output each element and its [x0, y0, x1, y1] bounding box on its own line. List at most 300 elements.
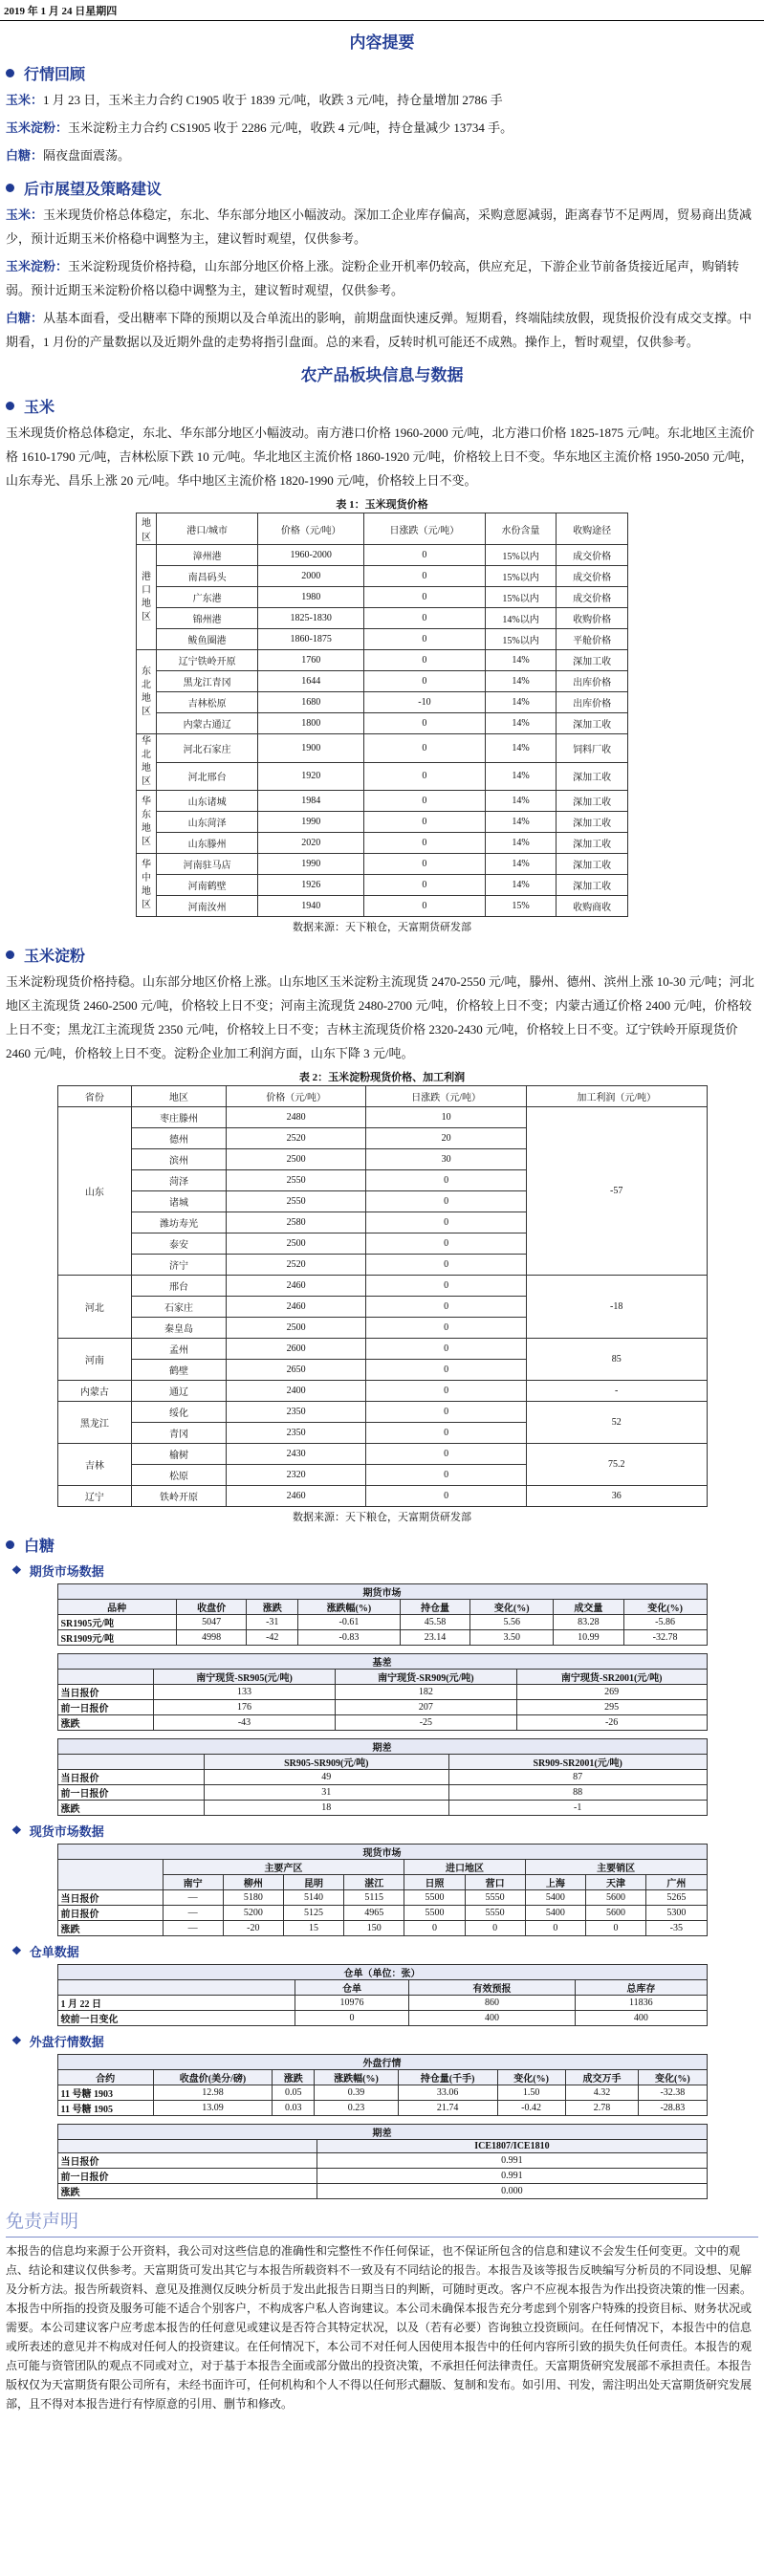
table-cell: 31	[204, 1785, 448, 1801]
table-cell: 0	[366, 1444, 527, 1465]
table-header-cell: 上海	[525, 1875, 585, 1890]
table-header-cell: 南宁现货-SR909(元/吨)	[335, 1670, 516, 1685]
table-cell: 5180	[223, 1890, 283, 1906]
table-cell: 河南鹤壁	[157, 875, 258, 896]
table-cell: 0	[364, 650, 486, 671]
profit-cell: 36	[526, 1486, 707, 1507]
table-header-row	[57, 1086, 707, 1107]
table-cell: 20	[366, 1128, 527, 1149]
table-cell: 15%以内	[485, 629, 557, 650]
sector-title: 农产品板块信息与数据	[300, 366, 464, 384]
table-row	[57, 1615, 707, 1630]
table-header-cell: 仓单	[295, 1980, 409, 1996]
table-cell: 176	[154, 1700, 336, 1715]
table-cell: 成交价格	[557, 566, 628, 587]
table-row	[137, 545, 628, 566]
table-cell: 2550	[226, 1191, 366, 1212]
review-item-text: 1 月 23 日，玉米主力合约 C1905 收于 1839 元/吨，收跌 3 元/吨，持仓量增加 2786 手	[43, 93, 503, 107]
table-cell: 诸城	[132, 1191, 227, 1212]
table-header-cell: 营口	[465, 1875, 525, 1890]
table-cell: 14%	[485, 734, 557, 763]
table-cell: -32.78	[623, 1630, 707, 1646]
table-header-row	[57, 1670, 707, 1685]
table-title-row	[57, 1654, 707, 1670]
table-cell: 0	[585, 1921, 645, 1936]
table-row	[137, 608, 628, 629]
table-cell: 山东滕州	[157, 833, 258, 854]
sugar-spot-table	[57, 1844, 708, 1936]
table-header-cell: 持仓量	[400, 1600, 470, 1615]
table-cell: 0	[366, 1402, 527, 1423]
table-cell: 14%	[485, 833, 557, 854]
table-cell: 49	[204, 1770, 448, 1785]
sugar-title: 白糖	[24, 1539, 55, 1555]
disclaimer-text: 本报告的信息均来源于公开资料，我公司对这些信息的准确性和完整性不作任何保证，也不保证所包含的信息和建议不会发生任何变更。文中的观点、结论和建议仅供参考。天富期货可发出其它与本报告所载资料不一致及有不同结论的报告。本报告及该等报告反映编写分析员的不同设想、见解及分析方法。报告所载资料、意见及推测仅反映分析员于发出此报告日期当日的判断，可随时更改。客户不应视本报告为作出投资决策的惟一因素。本报告中所指的投资及服务可能不适合个别客户，不构成客户私人咨询建议。本公司未确保本报告充分考虑到个别客户特殊的投资目标、财务状况或需要。本公司建议客户应考虑本报告的任何意见或建议是否符合其特定状况，以及（若有必要）咨询独立投资顾问。在任何情况下，本报告中的信息或所表述的意见并不构成对任何人的投资建议。在任何情况下，本公司不对任何人因使用本报告中的任何内容所引致的损失负任何责任。本报告的观点可能与资管团队的观点不同或对立，对于基于本报告全面或部分做出的投资决策，不承担任何法律责任。天富期货研究发展部不承担责任。本报告版权仅为天富期货有限公司所有，未经书面许可，任何机构和个人不得以任何形式翻版、复制和发布。如引用、刊发，需注明出处天富期货研究发展部，且不得对本报告进行有悖原意的引用、删节和修改。	[6, 2237, 758, 2413]
table-header-cell: SR905-SR909(元/吨)	[204, 1755, 448, 1770]
row-label-cell: SR1905元/吨	[57, 1615, 176, 1630]
table-header-cell: ICE1807/ICE1810	[317, 2140, 707, 2153]
table-cell: 0	[364, 566, 486, 587]
spot-subheading	[11, 1822, 764, 1840]
table-cell: 5265	[646, 1890, 707, 1906]
table-cell: 4998	[176, 1630, 247, 1646]
table-header-cell: 品种	[57, 1600, 176, 1615]
row-label-cell: 当日报价	[57, 1770, 204, 1785]
table-header-cell: 收购途径	[557, 513, 628, 545]
table-row	[57, 2085, 707, 2101]
region-cell: 港口地区	[137, 545, 157, 650]
table-cell: 2550	[226, 1170, 366, 1191]
diamond-bullet-icon: ❖	[11, 2034, 22, 2047]
table-row	[57, 1801, 707, 1816]
bullet-dot-icon	[6, 69, 14, 77]
outlook-heading	[6, 177, 764, 199]
table-cell: 0.39	[315, 2085, 398, 2101]
table-cell: 收购价格	[557, 608, 628, 629]
table-cell: 2430	[226, 1444, 366, 1465]
table-cell: 10.99	[554, 1630, 624, 1646]
table-cell: 1680	[258, 692, 364, 713]
table-cell: 2520	[226, 1128, 366, 1149]
table-cell: 14%	[485, 650, 557, 671]
review-item-label: 玉米淀粉：	[6, 120, 69, 135]
table-cell: 深加工收	[557, 854, 628, 875]
review-item	[6, 88, 758, 112]
table-header-cell: 南宁现货-SR905(元/吨)	[154, 1670, 336, 1685]
table-header-cell: 有效预报	[408, 1980, 575, 1996]
table-cell: 2460	[226, 1297, 366, 1318]
table-cell: 秦皇岛	[132, 1318, 227, 1339]
table-header-cell: 收盘价(美分/磅)	[153, 2070, 273, 2085]
table-cell: 0.05	[273, 2085, 315, 2101]
table-header-cell: 地区	[137, 513, 157, 545]
table-cell: 5400	[525, 1890, 585, 1906]
region-cell: 华中地区	[137, 854, 157, 917]
table-cell: -43	[154, 1715, 336, 1731]
table-title: 仓单（单位：张）	[57, 1965, 707, 1980]
table-cell: 成交价格	[557, 587, 628, 608]
table-cell: -28.83	[639, 2101, 707, 2116]
outlook-item-text: 玉米淀粉现货价格持稳，山东部分地区价格上涨。淀粉企业开机率仍较高，供应充足，下游企业节前备货接近尾声，购销转弱。预计近期玉米淀粉价格以稳中调整为主，建议暂时观望，仅供参考。	[6, 259, 740, 297]
table-cell: 18	[204, 1801, 448, 1816]
table-row	[57, 1715, 707, 1731]
table-cell: 2460	[226, 1486, 366, 1507]
report-date: 2019 年 1 月 24 日星期四	[0, 0, 764, 21]
starch-title: 玉米淀粉	[24, 949, 86, 965]
row-label-cell: 1 月 22 日	[57, 1996, 295, 2011]
table-row	[137, 713, 628, 734]
table-header-cell: 涨跌	[247, 1600, 298, 1615]
table-cell: 出库价格	[557, 671, 628, 692]
sugar-ext-spread-table	[57, 2124, 708, 2199]
table-cell: 河南驻马店	[157, 854, 258, 875]
table-cell: 0	[295, 2011, 409, 2026]
table-cell: 1644	[258, 671, 364, 692]
table-cell: 0.23	[315, 2101, 398, 2116]
table-cell: 鹤壁	[132, 1360, 227, 1381]
table-cell: 榆树	[132, 1444, 227, 1465]
table-title-row	[57, 1739, 707, 1755]
corn-table-source: 数据来源：天下粮仓，天富期货研发部	[293, 922, 471, 933]
table-cell: 2400	[226, 1381, 366, 1402]
region-cell: 东北地区	[137, 650, 157, 734]
table-cell: 1900	[258, 734, 364, 763]
outlook-item	[6, 254, 758, 302]
table-cell: 400	[408, 2011, 575, 2026]
table-cell: 河北邢台	[157, 762, 258, 791]
row-label-cell: 前一日报价	[57, 2169, 317, 2184]
table-cell: 0	[366, 1423, 527, 1444]
bullet-dot-icon	[6, 184, 14, 192]
table-row	[137, 875, 628, 896]
table-row	[137, 854, 628, 875]
table-cell: -5.86	[623, 1615, 707, 1630]
table-cell: 0	[364, 762, 486, 791]
table-cell: 150	[344, 1921, 404, 1936]
table-cell: 德州	[132, 1128, 227, 1149]
table-cell: 0	[366, 1233, 527, 1255]
table-row	[57, 1890, 707, 1906]
table-cell: 2460	[226, 1276, 366, 1297]
table-cell: 0	[366, 1465, 527, 1486]
table-header-cell: 变化(%)	[623, 1600, 707, 1615]
table-cell: 14%	[485, 875, 557, 896]
profit-cell: 75.2	[526, 1444, 707, 1486]
bullet-dot-icon	[6, 950, 14, 959]
blank-header-cell	[57, 1670, 154, 1685]
table-header-cell: 柳州	[223, 1875, 283, 1890]
table-header-row	[57, 1600, 707, 1615]
table-cell: 14%	[485, 692, 557, 713]
table-cell: 5600	[585, 1906, 645, 1921]
table-cell: 1760	[258, 650, 364, 671]
table-cell: 吉林松原	[157, 692, 258, 713]
table-cell: 5140	[283, 1890, 343, 1906]
table-cell: 鲅鱼圈港	[157, 629, 258, 650]
table-cell: 深加工收	[557, 833, 628, 854]
table-cell: 河北石家庄	[157, 734, 258, 763]
table-cell: 14%	[485, 812, 557, 833]
table-cell: 13.09	[153, 2101, 273, 2116]
table-row	[57, 2011, 707, 2026]
table-cell: 1990	[258, 812, 364, 833]
table-cell: 0.991	[317, 2169, 707, 2184]
table-cell: 内蒙古通辽	[157, 713, 258, 734]
table-cell: 10976	[295, 1996, 409, 2011]
group-header-cell: 主要产区	[163, 1860, 404, 1875]
table-header-cell: 持仓量(千手)	[398, 2070, 497, 2085]
table-cell: 0	[366, 1191, 527, 1212]
bullet-dot-icon	[6, 1540, 14, 1549]
diamond-bullet-icon: ❖	[11, 1944, 22, 1957]
table-cell: 2500	[226, 1233, 366, 1255]
table-header-cell: 加工利润（元/吨）	[526, 1086, 707, 1107]
table-cell: -10	[364, 692, 486, 713]
table-cell: 1984	[258, 791, 364, 812]
table-title: 基差	[57, 1654, 707, 1670]
profit-cell: -18	[526, 1276, 707, 1339]
table-cell: 0	[366, 1318, 527, 1339]
table-row	[137, 791, 628, 812]
review-section	[0, 88, 764, 167]
table-cell: 15%以内	[485, 566, 557, 587]
starch-table-caption: 表 2：玉米淀粉现货价格、加工利润	[298, 1072, 466, 1083]
table-header-cell: 合约	[57, 2070, 153, 2085]
table-row	[137, 812, 628, 833]
row-label-cell: 11 号糖 1903	[57, 2085, 153, 2101]
table-cell: 饲料厂收	[557, 734, 628, 763]
table-cell: 5400	[525, 1906, 585, 1921]
table-cell: 14%以内	[485, 608, 557, 629]
table-cell: 2600	[226, 1339, 366, 1360]
table-cell: 深加工收	[557, 791, 628, 812]
region-cell: 华东地区	[137, 791, 157, 854]
table-row	[57, 1381, 707, 1402]
table-cell: 133	[154, 1685, 336, 1700]
table-header-cell: SR909-SR2001(元/吨)	[448, 1755, 707, 1770]
table-cell: 0	[525, 1921, 585, 1936]
table-cell: 1960-2000	[258, 545, 364, 566]
table-cell: 10	[366, 1107, 527, 1128]
table-row	[57, 1276, 707, 1297]
table-cell: 0.03	[273, 2101, 315, 2116]
table-cell: 锦州港	[157, 608, 258, 629]
table-cell: 295	[516, 1700, 707, 1715]
table-cell: 0	[364, 671, 486, 692]
table-cell: 收购商收	[557, 896, 628, 917]
row-label-cell: 涨跌	[57, 1801, 204, 1816]
table-title-row	[57, 2125, 707, 2140]
table-cell: 5047	[176, 1615, 247, 1630]
table-cell: 成交价格	[557, 545, 628, 566]
table-cell: 1860-1875	[258, 629, 364, 650]
table-cell: 14%	[485, 713, 557, 734]
table-cell: 14%	[485, 854, 557, 875]
table-cell: 0	[366, 1486, 527, 1507]
review-item	[6, 116, 758, 140]
table-cell: —	[163, 1921, 223, 1936]
table-cell: -0.42	[497, 2101, 565, 2116]
table-cell: 0	[364, 896, 486, 917]
table-cell: 400	[576, 2011, 707, 2026]
table-cell: -31	[247, 1615, 298, 1630]
table-cell: 0	[364, 545, 486, 566]
table-cell: 15%以内	[485, 587, 557, 608]
table-cell: 济宁	[132, 1255, 227, 1276]
corn-table-caption: 表 1：玉米现货价格	[336, 499, 428, 511]
table-row	[137, 896, 628, 917]
group-header-cell: 主要销区	[525, 1860, 707, 1875]
table-cell: 孟州	[132, 1339, 227, 1360]
disclaimer-title: 免责声明	[6, 2212, 79, 2232]
corn-paragraph: 玉米现货价格总体稳定，东北、华东部分地区小幅波动。南方港口价格 1960-2000 元/吨，北方港口价格 1825-1875 元/吨。东北地区主流价格 1610-1790 元/吨，吉林松原下跌 10 元/吨。华北地区主流价格 1860-1920 元/吨，价格较上日不变。华东地区主流价格 1950-2050 元/吨，山东寿光、昌乐上涨 20 元/吨。华中地区主流价格 1820-1990 元/吨，价格较上日不变。	[6, 426, 754, 488]
row-label-cell: 前一日报价	[57, 1785, 204, 1801]
table-cell: 5550	[465, 1906, 525, 1921]
sugar-basis-table	[57, 1653, 708, 1731]
table-cell: 0	[364, 629, 486, 650]
table-title: 外盘行情	[57, 2055, 707, 2070]
table-cell: 漳州港	[157, 545, 258, 566]
starch-price-table	[57, 1085, 708, 1507]
table-title-row	[57, 1845, 707, 1860]
table-cell: 0	[366, 1276, 527, 1297]
table-cell: 深加工收	[557, 875, 628, 896]
row-label-cell: 前日报价	[57, 1906, 163, 1921]
row-label-cell: SR1909元/吨	[57, 1630, 176, 1646]
table-cell: 1990	[258, 854, 364, 875]
table-cell: 0	[364, 734, 486, 763]
spot-sub-label: 现货市场数据	[29, 1824, 104, 1839]
table-row	[57, 1630, 707, 1646]
table-cell: 深加工收	[557, 812, 628, 833]
table-header-cell: 南宁	[163, 1875, 223, 1890]
outlook-item-label: 玉米：	[6, 207, 44, 222]
table-cell: 2350	[226, 1402, 366, 1423]
row-label-cell: 当日报价	[57, 2153, 317, 2169]
table-cell: —	[163, 1890, 223, 1906]
outlook-section	[0, 203, 764, 354]
table-header-cell: 日涨跌（元/吨）	[364, 513, 486, 545]
review-item-text: 玉米淀粉主力合约 CS1905 收于 2286 元/吨，收跌 4 元/吨，持仓量减少 13734 手。	[68, 120, 513, 135]
table-cell: 5.56	[470, 1615, 554, 1630]
table-cell: -0.61	[298, 1615, 401, 1630]
table-row	[57, 1700, 707, 1715]
table-header-cell: 天津	[585, 1875, 645, 1890]
table-cell: 辽宁铁岭开原	[157, 650, 258, 671]
table-cell: 深加工收	[557, 650, 628, 671]
ext-sub-label: 外盘行情数据	[29, 2035, 104, 2049]
table-cell: 0	[465, 1921, 525, 1936]
table-header-row	[57, 1755, 707, 1770]
warrant-subheading	[11, 1942, 764, 1960]
bullet-dot-icon	[6, 402, 14, 410]
table-cell: 出库价格	[557, 692, 628, 713]
table-header-cell: 地区	[132, 1086, 227, 1107]
table-cell: 5300	[646, 1906, 707, 1921]
sugar-futures-table	[57, 1583, 708, 1646]
table-cell: 2.78	[565, 2101, 639, 2116]
table-row	[57, 2101, 707, 2116]
table-cell: 4965	[344, 1906, 404, 1921]
table-cell: 滨州	[132, 1149, 227, 1170]
table-cell: 1926	[258, 875, 364, 896]
table-cell: 0	[366, 1170, 527, 1191]
table-cell: 山东菏泽	[157, 812, 258, 833]
table-cell: 2350	[226, 1423, 366, 1444]
profit-cell: 52	[526, 1402, 707, 1444]
table-row	[57, 1996, 707, 2011]
table-cell: 河南汝州	[157, 896, 258, 917]
table-header-cell: 成交量	[554, 1600, 624, 1615]
blank-header-cell	[57, 2140, 317, 2153]
table-title: 期货市场	[57, 1584, 707, 1600]
profit-cell: -57	[526, 1107, 707, 1276]
table-row	[137, 650, 628, 671]
table-header-cell: 价格（元/吨）	[258, 513, 364, 545]
table-header-cell: 涨跌	[273, 2070, 315, 2085]
table-cell: 0	[364, 587, 486, 608]
table-cell: 0	[366, 1381, 527, 1402]
group-header-cell: 进口地区	[404, 1860, 525, 1875]
table-cell: 0	[366, 1360, 527, 1381]
province-cell: 辽宁	[57, 1486, 132, 1507]
table-cell: 0	[364, 854, 486, 875]
table-title-row	[57, 2055, 707, 2070]
table-cell: 平舱价格	[557, 629, 628, 650]
table-cell: 14%	[485, 791, 557, 812]
table-cell: 0	[366, 1339, 527, 1360]
table-row	[57, 1921, 707, 1936]
table-row	[57, 1906, 707, 1921]
table-cell: 45.58	[400, 1615, 470, 1630]
table-row	[137, 587, 628, 608]
table-cell: 0.991	[317, 2153, 707, 2169]
starch-heading	[6, 944, 764, 966]
table-row	[57, 1486, 707, 1507]
outlook-item-text: 玉米现货价格总体稳定，东北、华东部分地区小幅波动。深加工企业库存偏高，采购意愿减弱，距离春节不足两周，贸易商出货减少，预计近期玉米价格稳中调整为主，建议暂时观望，仅供参考。	[6, 207, 753, 246]
table-cell: 通辽	[132, 1381, 227, 1402]
table-cell: 0	[366, 1297, 527, 1318]
province-cell: 内蒙古	[57, 1381, 132, 1402]
table-cell: -42	[247, 1630, 298, 1646]
table-header-cell: 港口/城市	[157, 513, 258, 545]
province-cell: 黑龙江	[57, 1402, 132, 1444]
table-cell: 0	[364, 833, 486, 854]
table-cell: 黑龙江青冈	[157, 671, 258, 692]
table-cell: 0	[364, 875, 486, 896]
table-cell: 0	[404, 1921, 465, 1936]
summary-title: 内容提要	[349, 33, 415, 52]
table-cell: 0	[364, 812, 486, 833]
table-cell: 1825-1830	[258, 608, 364, 629]
table-cell: -20	[223, 1921, 283, 1936]
table-cell: 绥化	[132, 1402, 227, 1423]
outlook-item-label: 白糖：	[6, 311, 44, 325]
table-header-row	[57, 2070, 707, 2085]
table-header-cell: 收盘价	[176, 1600, 247, 1615]
outlook-title: 后市展望及策略建议	[24, 182, 163, 198]
table-row	[137, 671, 628, 692]
row-label-cell: 涨跌	[57, 2184, 317, 2199]
blank-header-cell	[57, 1755, 204, 1770]
table-cell: 0	[366, 1255, 527, 1276]
group-header-row	[57, 1860, 707, 1875]
table-cell: 182	[335, 1685, 516, 1700]
profit-cell: 85	[526, 1339, 707, 1381]
table-cell: 2650	[226, 1360, 366, 1381]
table-cell: 15	[283, 1921, 343, 1936]
table-cell: 1.50	[497, 2085, 565, 2101]
